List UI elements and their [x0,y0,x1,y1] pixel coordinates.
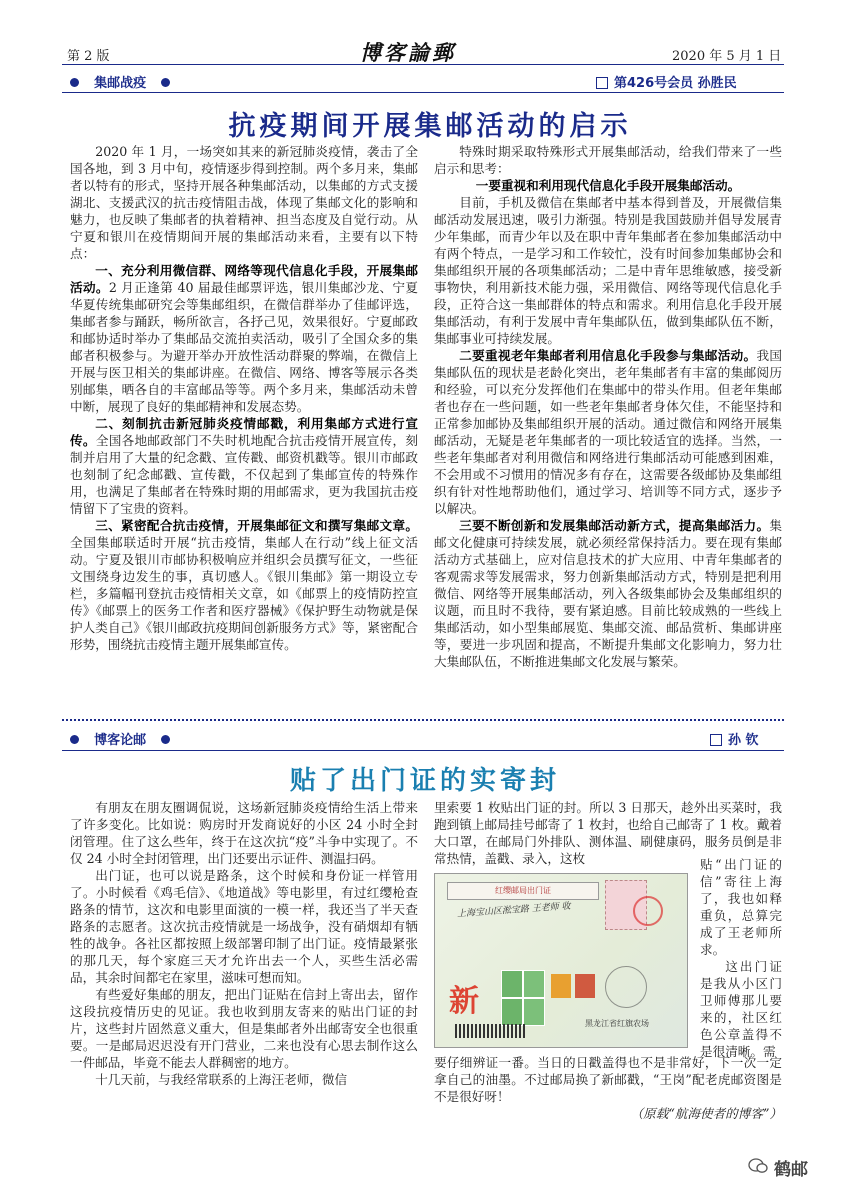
section2-author [710,729,759,748]
paragraph: 特殊时期采取特殊形式开展集邮活动，给我们带来了一些启示和思考： [434,144,782,176]
issue-date: 2020 年 5 月 1 日 [672,49,782,64]
paragraph: 有朋友在朋友圈调侃说，这场新冠肺炎疫情给生活上带来了许多变化。比如说：购房时开发商说好的小区 24 小时全封闭管理。住了这么些年，终于在这次抗“疫”斗争中实现了。不仅 24 小时全封闭管理，出门还要出示证件、测温扫码。 [70,800,418,866]
page-number: 第 2 版 [67,49,110,64]
article1-left-column [70,143,418,653]
section1-rule [62,92,784,93]
section1-author [596,72,737,91]
paragraph-text: 集邮文化健康可持续发展，就必须经常保持活力。要在现有集邮活动方式基础上，应对信息技术的扩大应用、中青年集邮者的客观需求等发展需求，努力创新集邮活动方式，特别是把利用微信、网络等开展集邮活动，列入各级集邮协会及集邮组织的议题，而且时不我待，要有紧迫感。目前比较成熟的一些线上集邮活动，如小型集邮展览、集邮交流、邮品赏析、集邮讲座等，要进一步巩固和提高，不断提升集邮文化影响力，努力壮大集邮队伍，不断推进集邮文化发展与繁荣。 [434,518,782,669]
section1-tag: 集邮战疫 [94,76,147,91]
author-name: 孙 钦 [728,733,759,748]
paragraph: 2020 年 1 月，一场突如其来的新冠肺炎疫情，袭击了全国各地，到 3 月中旬，疫情逐步得到控制。两个多月来，集邮者以特有的形式，坚持开展各种集邮活动，以集邮的方式支援湖北、支援武汉的抗击疫情阻击战，体现了集邮文化的影响和魅力，也反映了集邮者的执着精神、担当态度及自觉行动。从宁夏和银川在疫情期间开展的集邮活动来看，主要有以下特点： [70,144,418,261]
wechat-icon [748,1158,768,1174]
article2-left-column [70,799,418,1088]
author-name: 第426号会员 孙胜民 [614,76,737,91]
section2-tag-row [70,729,170,748]
paragraph-heading [434,177,782,194]
paragraph: 这出门证是我从小区门卫师傅那儿要来的，社区红色公章盖得不是很清晰。需 [700,959,782,1059]
section2-rule [62,750,784,751]
paragraph [70,517,418,653]
paragraph-heading: 三要不断创新和发展集邮活动新方式，提高集邮活力。 [459,518,770,533]
header-rule [62,64,784,65]
section-divider [62,719,784,721]
pass-stamp: 红缨邮局出门证 [447,882,599,900]
bullet-dot-icon [70,735,79,744]
paragraph: 里索要 1 枚贴出门证的封。所以 3 日那天，趁外出买菜时，我跑到镇上邮局挂号邮寄了 1 枚封，也给自己邮寄了 1 枚。戴着大口罩，在邮局门外排队、测体温、刷健康码，服务员倒是非常热情，盖戳、录入，这枚 [434,800,782,866]
paragraph [434,517,782,670]
bullet-dot-icon [70,78,79,87]
red-seal [633,896,663,926]
sender-address: 黑龙江省红旗农场 [585,1019,649,1028]
section1-tag-row [70,72,170,91]
watermark-text: 鹤邮 [774,1160,808,1180]
bullet-dot-icon [161,735,170,744]
heading-text: 一要重视和利用现代信息化手段开展集邮活动。 [475,178,741,193]
paragraph [434,347,782,517]
paragraph [70,262,418,415]
cover-red-char: 新 [449,984,479,1019]
section2-tag: 博客论邮 [94,733,147,748]
paragraph-heading: 一、充分利用微信群、网络等现代信息化手段，开展集邮活动。 [70,263,418,295]
article1-right-column [434,143,782,670]
paragraph: 出门证，也可以说是路条，这个时候和身份证一样管用了。小时候看《鸡毛信》、《地道战》等电影里，有过红缨枪查路条的情节，这次和电影里面演的一模一样，我还当了半天查路条的志愿者。这次抗击疫情就是一场战争，没有硝烟却有牺牲的战争。各社区都按照上级部署印制了出门证。疫情最紧张的那几天，每个家庭三天才允许出去一个人，买些生活必需品，其余时间都宅在家里，滋味可想而知。 [70,868,418,985]
green-stamp [523,970,545,998]
paragraph [70,415,418,517]
barcode [455,1024,525,1038]
paragraph: 要仔细辨证一番。当日的日戳盖得也不是非常好，下一次一定拿自己的油墨。不过邮局换了新邮戳，“王岗”配老虎邮资图是不是很好呀！ [434,1055,782,1104]
postmark [605,966,647,1008]
paragraph-heading: 二、刻制抗击新冠肺炎疫情邮戳，利用集邮方式进行宣传。 [70,416,418,448]
paragraph-text: 2 月正逢第 40 届最佳邮票评选，银川集邮沙龙、宁夏华夏传统集邮研究会等集邮组织，在微信群举办了佳邮评选，集邮者参与踊跃，畅所欲言，各抒己见，效果很好。宁夏邮政和邮协适时举办了集邮品交流拍卖活动，吸引了全国众多的集邮者积极参与。为避开举办开放性活动群聚的弊端，在微信上开展与医卫相关的集邮讲座。在微信、网络、博客等展示各类别邮集，晒各自的丰富邮品等等。两个多月来，集邮活动未曾中断，展现了良好的集邮精神和发展态势。 [70,280,418,414]
green-stamp [523,998,545,1026]
article2-title: 贴了出门证的实寄封 [289,766,560,796]
article1-title: 抗疫期间开展集邮活动的启示 [228,111,632,142]
masthead: 博客論郵 [360,40,456,65]
paragraph-text: 全国集邮联适时开展“抗击疫情，集邮人在行动”线上征文活动。宁夏及银川市邮协积极响应并组织会员撰写征文，一些征文围绕身边发生的事，真切感人。《银川集邮》第一期设立专栏，多篇幅刊登抗击疫情相关文章，如《邮票上的疫情防控宣传》《邮票上的医务工作者和医疗器械》《保护野生动物就是保护人类自己》《银川邮政抗疫期间创新服务方式》等，紧密配合形势，围绕抗击疫情主题开展集邮宣传。 [70,535,418,652]
paragraph: 有些爱好集邮的朋友，把出门证贴在信封上寄出去，留作这段抗疫情历史的见证。我也收到朋友寄来的贴出门证的封片，这些封片固然意义重大，但是集邮者外出邮寄安全也很重要。一是邮局迟迟没有开门营业，二来也没有心思去制作这么一件邮品，毕竟不能去人群稠密的地方。 [70,987,418,1070]
paragraph-text: 我国集邮队伍的现状是老龄化突出，老年集邮者有丰富的集邮阅历和经验，可以充分发挥他们在集邮中的带头作用。但老年集邮者也存在一些问题，如一些老年集邮者身体欠佳，不能坚持和正常参加邮协及集邮组织开展的活动。通过微信和网络开展集邮活动，无疑是老年集邮者的一项比较适宜的选择。当然，一些老年集邮者对利用微信和网络进行集邮活动可能感到困难，不会用或不习惯用的情况多有存在，这需要各级邮协及集邮组织有针对性地帮助他们，通过学习、培训等不同方式，逐步予以解决。 [434,348,783,516]
cover-image [434,873,688,1048]
handwritten-address: 上海宝山区淞宝路 王老师 收 [456,901,571,920]
article2-right-side [700,856,782,958]
green-stamp [501,970,523,998]
article2-right-side-2 [700,958,782,1060]
square-icon [710,734,722,746]
paragraph: 贴“出门证的信”寄往上海了，我也如释重负，总算完成了王老师所求。 [700,857,782,957]
square-icon [596,77,608,89]
paragraph-heading: 二要重视老年集邮者利用信息化手段参与集邮活动。 [459,348,757,363]
article2-right-bottom [434,1054,782,1122]
paragraph-text: 全国各地邮政部门不失时机地配合抗击疫情开展宣传，刻制并启用了大量的纪念戳、宣传戳、邮资机戳等。银川市邮政也刻制了纪念邮戳、宣传戳，不仅起到了集邮宣传的特殊作用，也满足了集邮者在特殊时期的用邮需求，更为我国抗击疫情留下了宝贵的资料。 [70,433,419,516]
paragraph: 十几天前，与我经常联系的上海汪老师，微信 [95,1072,348,1087]
paragraph: 目前，手机及微信在集邮者中基本得到普及，开展微信集邮活动发展迅速，吸引力渐强。特别是我国鼓励并倡导发展青少年集邮，而青少年以及在职中青年集邮者在参加集邮活动中有两个特点，一是学习和工作较忙，没有时间参加集邮协会和集邮组织开展的各项集邮活动；二是中青年思维敏感，接受新事物快，利用新技术能力强，采用微信、网络等现代信息化手段，正符合这一集邮群体的特点和需求。利用信息化手段开展集邮活动，有利于发展中青年集邮队伍，做到集邮队伍不断，集邮事业可持续发展。 [434,195,782,346]
bullet-dot-icon [161,78,170,87]
green-stamp [501,998,523,1026]
small-stamp [551,974,571,998]
source-note: （原载“航海使者的博客”） [630,1106,782,1121]
paragraph-heading: 三、紧密配合抗击疫情，开展集邮征文和撰写集邮文章。 [95,518,418,533]
small-stamp [575,974,595,998]
